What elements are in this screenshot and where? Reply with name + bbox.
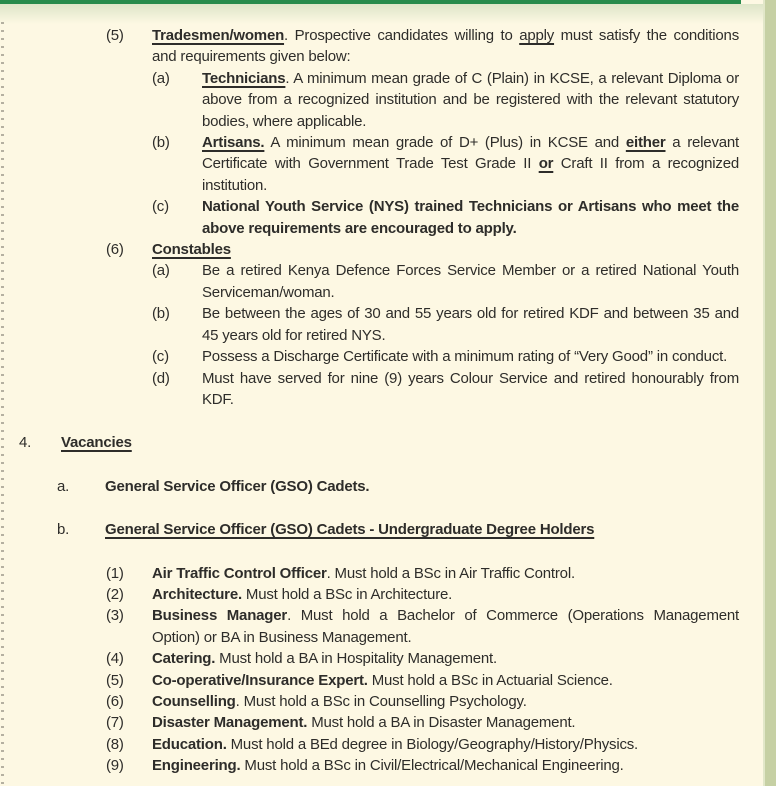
list-item xyxy=(0,25,739,68)
list-text xyxy=(105,476,739,497)
text-run: Air Traffic Control Officer xyxy=(152,564,327,582)
list-marker: a. xyxy=(57,477,70,495)
text-run: Education. xyxy=(152,735,227,753)
list-marker: (1) xyxy=(106,564,124,582)
list-item xyxy=(0,648,739,669)
text-run: Business Manager xyxy=(152,607,288,625)
list-marker: (9) xyxy=(106,757,124,775)
list-item xyxy=(0,368,739,411)
list-item xyxy=(0,260,739,303)
list-item xyxy=(0,584,739,605)
text-run: Disaster Management. xyxy=(152,714,308,732)
list-marker: (6) xyxy=(106,241,124,259)
list-marker: (2) xyxy=(106,585,124,603)
text-run: Be between the ages of 30 and 55 years old for retired KDF and between 35 and 45 years old for retired NYS. xyxy=(202,305,739,344)
text-run: Catering. xyxy=(152,650,216,668)
list-text xyxy=(152,670,739,691)
text-run: or xyxy=(538,155,554,173)
list-marker: (d) xyxy=(152,369,170,387)
text-run: Must hold a BEd degree in Biology/Geography/History/Physics. xyxy=(226,735,639,753)
text-run: either xyxy=(625,134,666,152)
text-run: . Must hold a BSc in Air Traffic Control. xyxy=(326,564,575,582)
list-item xyxy=(0,519,739,540)
list-marker: (b) xyxy=(152,305,170,323)
text-run: Must hold a BSc in Civil/Electrical/Mechanical Engineering. xyxy=(240,757,624,775)
text-run: Architecture. xyxy=(152,585,242,603)
list-item xyxy=(0,239,739,260)
text-run: . Must hold a BSc in Counselling Psychology. xyxy=(235,692,527,710)
text-run: apply xyxy=(519,27,555,44)
list-text xyxy=(152,712,739,733)
list-text xyxy=(152,691,739,712)
text-run: a relevant Certificate with Government Trade Test Grade II xyxy=(202,134,739,173)
list-text xyxy=(202,260,739,303)
list-marker: (a) xyxy=(152,262,170,280)
list-item xyxy=(0,432,739,453)
list-text xyxy=(202,196,739,239)
list-text xyxy=(152,734,739,755)
text-run: must satisfy the conditions and requirements given below: xyxy=(152,27,739,66)
list-marker: (7) xyxy=(106,714,124,732)
list-marker: (8) xyxy=(106,735,124,753)
list-marker: (5) xyxy=(106,671,124,689)
list-marker: b. xyxy=(57,521,70,539)
text-run: General Service Officer (GSO) Cadets - Undergraduate Degree Holders xyxy=(105,521,595,539)
text-run: Artisans. xyxy=(202,134,265,152)
list-marker: (5) xyxy=(106,27,124,44)
list-text xyxy=(61,432,739,453)
text-run: Must hold a BA in Hospitality Management. xyxy=(215,650,497,668)
list-marker: (b) xyxy=(152,134,170,152)
text-run: Craft II from a recognized institution. xyxy=(202,155,739,194)
list-marker: (4) xyxy=(106,650,124,668)
text-run: Must have served for nine (9) years Colour Service and retired honourably from KDF. xyxy=(202,369,739,408)
text-run: Be a retired Kenya Defence Forces Service Member or a retired National Youth Serviceman/woman. xyxy=(202,262,739,301)
list-item xyxy=(0,132,739,196)
list-item xyxy=(0,670,739,691)
list-item xyxy=(0,563,739,584)
list-marker: (6) xyxy=(106,692,124,710)
text-run: . Prospective candidates willing to xyxy=(284,27,520,44)
text-run: Engineering. xyxy=(152,757,241,775)
text-run: National Youth Service (NYS) trained Technicians or Artisans who meet the above requirements are encouraged to apply. xyxy=(202,198,739,237)
list-marker: (a) xyxy=(152,69,170,87)
text-run: General Service Officer (GSO) Cadets. xyxy=(105,477,370,495)
list-text xyxy=(152,239,739,260)
list-marker: (c) xyxy=(152,348,169,366)
list-marker: (c) xyxy=(152,198,169,216)
list-text xyxy=(202,346,739,367)
list-text xyxy=(202,132,739,196)
list-text xyxy=(202,303,739,346)
list-item xyxy=(0,303,739,346)
list-item xyxy=(0,68,739,132)
right-margin-strip xyxy=(763,0,776,786)
list-text xyxy=(152,755,739,776)
list-text xyxy=(152,605,739,648)
list-item xyxy=(0,734,739,755)
text-run: . A minimum mean grade of C (Plain) in KCSE, a relevant Diploma or above from a recognized institution and be registered with the relevant statutory bodies, where applicable. xyxy=(202,69,739,130)
list-item xyxy=(0,691,739,712)
text-run: Must hold a BSc in Architecture. xyxy=(241,585,453,603)
text-run: Constables xyxy=(152,241,231,259)
list-item xyxy=(0,755,739,776)
text-run: Counselling xyxy=(152,692,236,710)
text-run: Co-operative/Insurance Expert. xyxy=(152,671,368,689)
list-item xyxy=(0,605,739,648)
text-run: Must hold a BSc in Actuarial Science. xyxy=(367,671,613,689)
text-run: A minimum mean grade of D+ (Plus) in KCSE and xyxy=(264,134,626,152)
text-run: . Must hold a Bachelor of Commerce (Operations Management Option) or BA in Business Management. xyxy=(152,607,739,646)
text-run: Possess a Discharge Certificate with a minimum rating of “Very Good” in conduct. xyxy=(202,348,728,366)
list-text xyxy=(202,368,739,411)
list-marker: 4. xyxy=(19,434,32,452)
list-text xyxy=(152,25,739,68)
list-text xyxy=(152,563,739,584)
text-run: Tradesmen/women xyxy=(152,27,285,44)
list-item xyxy=(0,196,739,239)
text-run: Technicians xyxy=(202,69,286,87)
text-run: Must hold a BA in Disaster Management. xyxy=(307,714,576,732)
list-text xyxy=(105,519,739,540)
list-marker: (3) xyxy=(106,607,124,625)
list-text xyxy=(152,648,739,669)
list-item xyxy=(0,346,739,367)
list-item xyxy=(0,712,739,733)
list-text xyxy=(202,68,739,132)
list-text xyxy=(152,584,739,605)
text-run: Vacancies xyxy=(61,434,132,452)
list-item xyxy=(0,476,739,497)
